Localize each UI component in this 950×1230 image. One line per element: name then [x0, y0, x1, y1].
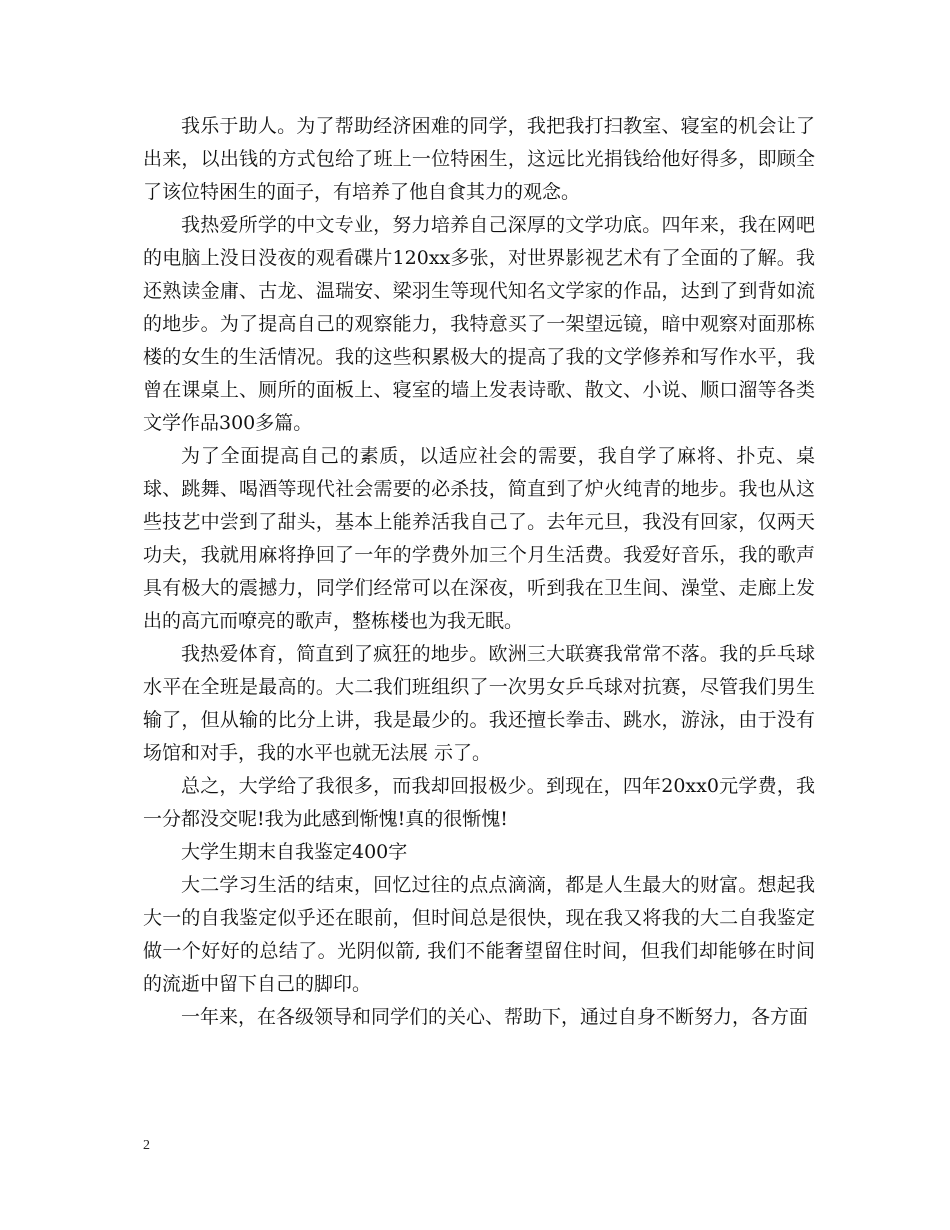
- paragraph-year-two-review: 大二学习生活的结束，回忆过往的点点滴滴，都是人生最大的财富。想起我大一的自我鉴定似乎还在眼前，但时间总是很快，现在我又将我的大二自我鉴定做一个好好的总结了。光阴似箭, 我们不能奢望留住时间，但我们却能够在时间的流逝中留下自己的脚印。: [143, 874, 815, 995]
- section-heading: 大学生期末自我鉴定400字: [181, 841, 408, 863]
- paragraph-literature: 我热爱所学的中文专业，努力培养自己深厚的文学功底。四年来，我在网吧的电脑上没日没夜的观看碟片120xx多张，对世界影视艺术有了全面的了解。我还熟读金庸、古龙、温瑞安、梁羽生等现代知名文学家的作品，达到了到背如流的地步。为了提高自己的观察能力，我特意买了一架望远镜，暗中观察对面那栋楼的女生的生活情况。我的这些积累极大的提高了我的文学修养和写作水平，我曾在课桌上、厕所的面板上、寝室的墙上发表诗歌、散文、小说、顺口溜等各类文学作品300多篇。: [143, 214, 815, 434]
- paragraph-conclusion: 总之，大学给了我很多，而我却回报极少。到现在，四年20xx0元学费，我一分都没交呢!我为此感到惭愧!真的很惭愧!: [143, 775, 815, 830]
- document-body: [143, 110, 815, 1034]
- paragraph-helping-others: 我乐于助人。为了帮助经济困难的同学，我把我打扫教室、寝室的机会让了出来，以出钱的方式包给了班上一位特困生，这远比光捐钱给他好得多，即顾全了该位特困生的面子，有培养了他自食其力的观念。: [143, 115, 815, 203]
- page-number: 2: [143, 1138, 150, 1153]
- paragraph-sports: 我热爱体育，简直到了疯狂的地步。欧洲三大联赛我常常不落。我的乒乓球水平在全班是最高的。大二我们班组织了一次男女乒乓球对抗赛，尽管我们男生输了，但从输的比分上讲，我是最少的。我还擅长拳击、跳水，游泳，由于没有场馆和对手，我的水平也就无法展 示了。: [143, 643, 815, 764]
- paragraph-skills-music: 为了全面提高自己的素质，以适应社会的需要，我自学了麻将、扑克、桌球、跳舞、喝酒等现代社会需要的必杀技，简直到了炉火纯青的地步。我也从这些技艺中尝到了甜头，基本上能养活我自己了。去年元旦，我没有回家，仅两天功夫，我就用麻将挣回了一年的学费外加三个月生活费。我爱好音乐，我的歌声具有极大的震撼力，同学们经常可以在深夜，听到我在卫生间、澡堂、走廊上发出的高亢而嘹亮的歌声，整栋楼也为我无眠。: [143, 445, 815, 632]
- paragraph-year-summary: 一年来，在各级领导和同学们的关心、帮助下，通过自身不断努力，各方面: [181, 1006, 809, 1028]
